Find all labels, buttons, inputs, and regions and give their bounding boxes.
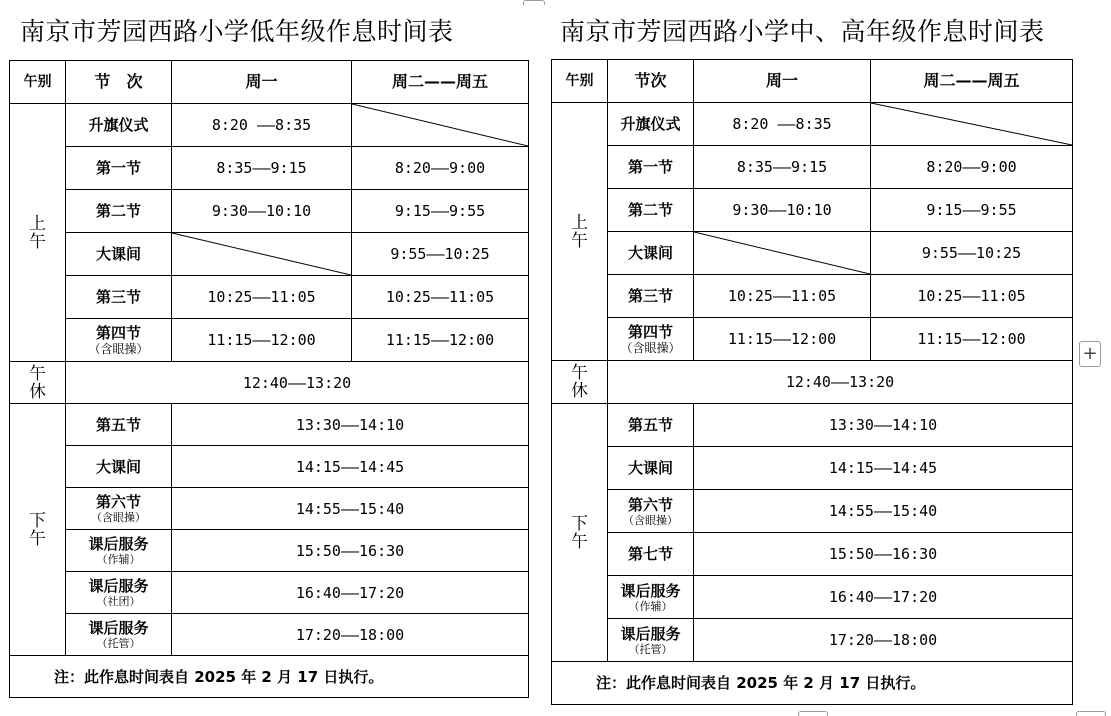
table-row	[10, 446, 529, 488]
table-row	[10, 104, 529, 147]
afternoon-time: 14:55——15:40	[172, 488, 529, 530]
lesson-name: 大课间	[608, 232, 694, 275]
table-row	[552, 619, 1073, 662]
empty-diagonal-cell	[172, 233, 352, 276]
afternoon-time: 14:55——15:40	[694, 490, 1073, 533]
table-row	[10, 404, 529, 446]
left-table-title: 南京市芳园西路小学低年级作息时间表	[20, 17, 454, 46]
monday-time: 9:30——10:10	[694, 189, 871, 232]
morning-label: 上 午	[552, 103, 608, 361]
monday-time: 11:15——12:00	[172, 319, 352, 362]
left-schedule-table	[9, 60, 529, 698]
monday-time: 11:15——12:00	[694, 318, 871, 361]
table-row	[10, 614, 529, 656]
lesson-name: 第五节	[608, 404, 694, 447]
table-row	[10, 572, 529, 614]
table-row	[10, 190, 529, 233]
page-edge-tab	[523, 0, 545, 5]
right-table-title: 南京市芳园西路小学中、高年级作息时间表	[560, 17, 1045, 46]
empty-diagonal-cell	[871, 103, 1073, 146]
weekday-time: 8:20——9:00	[352, 147, 529, 190]
table-row	[552, 275, 1073, 318]
lesson-name: 第一节	[66, 147, 172, 190]
weekday-time: 11:15——12:00	[871, 318, 1073, 361]
header-row	[552, 60, 1073, 103]
weekday-time: 9:55——10:25	[352, 233, 529, 276]
lesson-name: 大课间	[66, 446, 172, 488]
afternoon-label: 下 午	[552, 404, 608, 662]
note-row	[10, 656, 529, 698]
header-lesson: 节 次	[66, 61, 172, 104]
header-tue-fri: 周二——周五	[352, 61, 529, 104]
lesson-name: 第三节	[66, 276, 172, 319]
lesson-name: 第二节	[608, 189, 694, 232]
table-row	[552, 103, 1073, 146]
afternoon-time: 14:15——14:45	[694, 447, 1073, 490]
empty-diagonal-cell	[694, 232, 871, 275]
table-row	[10, 488, 529, 530]
weekday-time: 10:25——11:05	[352, 276, 529, 319]
header-monday: 周一	[172, 61, 352, 104]
monday-time: 10:25——11:05	[172, 276, 352, 319]
add-button[interactable]	[1079, 341, 1101, 367]
lesson-name: 第五节	[66, 404, 172, 446]
header-period: 午别	[552, 60, 608, 103]
afternoon-time: 16:40——17:20	[172, 572, 529, 614]
page-edge-tab	[1076, 711, 1106, 716]
lesson-name: 第六节 （含眼操）	[608, 490, 694, 533]
table-row	[10, 530, 529, 572]
table-row	[552, 447, 1073, 490]
lesson-name: 课后服务 （作辅）	[66, 530, 172, 572]
header-period: 午别	[10, 61, 66, 104]
table-row	[552, 146, 1073, 189]
lesson-name: 第一节	[608, 146, 694, 189]
table-row	[552, 361, 1073, 404]
note-row	[552, 662, 1073, 705]
lesson-name: 课后服务 （社团）	[66, 572, 172, 614]
lesson-name: 升旗仪式	[608, 103, 694, 146]
header-row	[10, 61, 529, 104]
weekday-time: 8:20——9:00	[871, 146, 1073, 189]
afternoon-time: 13:30——14:10	[172, 404, 529, 446]
table-row	[552, 318, 1073, 361]
weekday-time: 9:15——9:55	[871, 189, 1073, 232]
table-row	[552, 404, 1073, 447]
lesson-name: 课后服务 （托管）	[66, 614, 172, 656]
lesson-name: 大课间	[66, 233, 172, 276]
lesson-name: 第六节 （含眼操）	[66, 488, 172, 530]
noon-break-time: 12:40——13:20	[66, 362, 529, 404]
page-edge-tab	[798, 711, 828, 716]
lesson-name: 第四节 （含眼操）	[66, 319, 172, 362]
monday-time: 8:20 ——8:35	[172, 104, 352, 147]
weekday-time: 10:25——11:05	[871, 275, 1073, 318]
monday-time: 8:35——9:15	[694, 146, 871, 189]
morning-label: 上 午	[10, 104, 66, 362]
lesson-name: 第七节	[608, 533, 694, 576]
right-schedule-table	[551, 59, 1073, 705]
noon-label: 午 休	[552, 361, 608, 404]
afternoon-time: 17:20——18:00	[172, 614, 529, 656]
lesson-name: 第二节	[66, 190, 172, 233]
table-row	[552, 533, 1073, 576]
empty-diagonal-cell	[352, 104, 529, 147]
afternoon-time: 14:15——14:45	[172, 446, 529, 488]
table-row	[10, 362, 529, 404]
table-row	[10, 319, 529, 362]
lesson-name: 第三节	[608, 275, 694, 318]
lesson-name: 升旗仪式	[66, 104, 172, 147]
afternoon-time: 13:30——14:10	[694, 404, 1073, 447]
plus-icon: +	[1082, 343, 1098, 364]
afternoon-time: 15:50——16:30	[694, 533, 1073, 576]
weekday-time: 9:55——10:25	[871, 232, 1073, 275]
weekday-time: 9:15——9:55	[352, 190, 529, 233]
effective-date-note: 注：此作息时间表自 2025 年 2 月 17 日执行。	[552, 662, 1073, 705]
monday-time: 8:20 ——8:35	[694, 103, 871, 146]
header-monday: 周一	[694, 60, 871, 103]
table-row	[10, 233, 529, 276]
table-row	[552, 490, 1073, 533]
noon-label: 午 休	[10, 362, 66, 404]
effective-date-note: 注：此作息时间表自 2025 年 2 月 17 日执行。	[10, 656, 529, 698]
lesson-name: 第四节 （含眼操）	[608, 318, 694, 361]
noon-break-time: 12:40——13:20	[608, 361, 1073, 404]
monday-time: 9:30——10:10	[172, 190, 352, 233]
table-row	[10, 147, 529, 190]
table-row	[10, 276, 529, 319]
header-lesson: 节次	[608, 60, 694, 103]
lesson-name: 大课间	[608, 447, 694, 490]
lesson-name: 课后服务 （作辅）	[608, 576, 694, 619]
header-tue-fri: 周二——周五	[871, 60, 1073, 103]
table-row	[552, 232, 1073, 275]
weekday-time: 11:15——12:00	[352, 319, 529, 362]
table-row	[552, 189, 1073, 232]
monday-time: 10:25——11:05	[694, 275, 871, 318]
afternoon-time: 15:50——16:30	[172, 530, 529, 572]
afternoon-time: 16:40——17:20	[694, 576, 1073, 619]
afternoon-label: 下 午	[10, 404, 66, 656]
table-row	[552, 576, 1073, 619]
lesson-name: 课后服务 （托管）	[608, 619, 694, 662]
afternoon-time: 17:20——18:00	[694, 619, 1073, 662]
monday-time: 8:35——9:15	[172, 147, 352, 190]
